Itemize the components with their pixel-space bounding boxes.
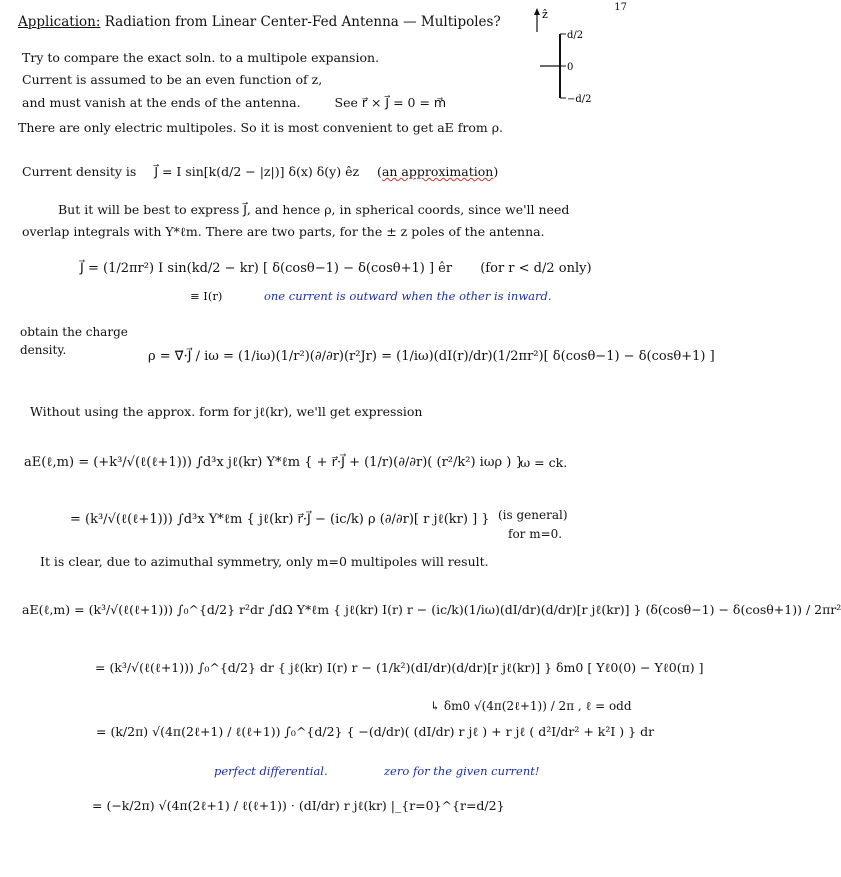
mid-label: 0	[567, 62, 574, 73]
approximation-note: (an approximation)	[377, 164, 499, 179]
title-line	[18, 16, 501, 30]
text-line-3a: and must vanish at the ends of the antenna.	[22, 95, 301, 110]
current-density-line	[22, 166, 498, 179]
charge-label-2: density.	[20, 343, 67, 357]
charge-label-1: obtain the charge	[20, 325, 128, 339]
omega-relation: ω = ck.	[520, 455, 568, 470]
ae-eq-4: = (k³/√(ℓ(ℓ+1))) ∫₀^{d/2} dr { jℓ(kr) I(r) r − (1/k²)(dI/dr)(d/dr)[r jℓ(kr)] } δm0 [ Yℓ0(0) − Yℓ0(π) ]	[95, 660, 704, 675]
text-line-8: It is clear, due to azimuthal symmetry, only m=0 multipoles will result.	[40, 554, 489, 569]
ae-eq-3: aE(ℓ,m) = (k³/√(ℓ(ℓ+1))) ∫₀^{d/2} r²dr ∫dΩ Y*ℓm { jℓ(kr) I(r) r − (ic/k)(1/iω)(dI/dr)(d/dr)[r jℓ(kr)] } (δ(cosθ−1) − δ(cosθ+1)) / 2πr²	[22, 602, 841, 617]
approximation-word: an approximation	[381, 164, 494, 179]
text-line-3b: See r⃗ × J⃗ = 0 = m⃗	[334, 95, 447, 110]
current-density-eq: J⃗ = I sin[k(d/2 − |z|)] δ(x) δ(y) êz	[154, 164, 360, 179]
text-line-3	[22, 97, 446, 110]
ae-eq-5: = (k/2π) √(4π(2ℓ+1) / ℓ(ℓ+1)) ∫₀^{d/2} { −(d/dr)( (dI/dr) r jℓ ) + r jℓ ( d²I/dr² + k²I ) } dr	[96, 724, 655, 739]
j-vector-eq-line	[80, 262, 592, 275]
current-density-label: Current density is	[22, 164, 137, 179]
rho-eq: ρ = ∇⃗·J⃗ / iω = (1/iω)(1/r²)(∂/∂r)(r²Jr) = (1/iω)(dI(r)/dr)(1/2πr²)[ δ(cosθ−1) − δ(cosθ+1) ]	[148, 349, 715, 364]
text-line-7: Without using the approx. form for jℓ(kr), we'll get expression	[30, 404, 423, 419]
m0-note: for m=0.	[508, 527, 563, 541]
page-number: 17	[614, 2, 627, 13]
ae-eq-1: aE(ℓ,m) = (+k³/√(ℓ(ℓ+1))) ∫d³x jℓ(kr) Y*ℓm { + r⃗·J⃗ + (1/r)(∂/∂r)( (r²/k²) iωρ ) }	[24, 455, 524, 470]
current-direction-note: one current is outward when the other is inward.	[263, 289, 552, 303]
title-subject: Radiation from Linear Center-Fed Antenna — Multipoles?	[104, 14, 501, 30]
top-label: d/2	[567, 30, 584, 41]
title-heading: Application:	[18, 14, 101, 30]
text-line-5: But it will be best to express J⃗, and hence ρ, in spherical coords, since we'll need	[58, 202, 570, 217]
bottom-label: −d/2	[567, 94, 592, 105]
j-vector-condition: (for r < d/2 only)	[480, 261, 592, 276]
ae-eq-2: = (k³/√(ℓ(ℓ+1))) ∫d³x Y*ℓm { jℓ(kr) r⃗·J⃗ − (ic/k) ρ (∂/∂r)[ r jℓ(kr) ] }	[70, 512, 490, 527]
i-of-r-def: ≡ I(r)	[190, 289, 223, 303]
perfect-differential-note: perfect differential.	[214, 764, 328, 778]
text-line-1: Try to compare the exact soln. to a multipole expansion.	[22, 50, 380, 65]
text-line-2: Current is assumed to be an even function of z,	[22, 72, 323, 87]
j-vector-eq: J⃗ = (1/2πr²) I sin(kd/2 − kr) [ δ(cosθ−1) − δ(cosθ+1) ] êr	[80, 261, 453, 276]
antenna-diagram	[522, 4, 592, 109]
zero-current-note: zero for the given current!	[384, 764, 540, 778]
axis-z-label: ẑ	[542, 8, 548, 21]
i-of-r-line	[190, 291, 552, 303]
ae-eq-6: = (−k/2π) √(4π(2ℓ+1) / ℓ(ℓ+1)) · (dI/dr) r jℓ(kr) |_{r=0}^{r=d/2}	[92, 798, 505, 813]
text-line-4: There are only electric multipoles. So it is most convenient to get aE from ρ.	[18, 120, 504, 135]
general-note: (is general)	[498, 508, 568, 522]
text-line-6: overlap integrals with Y*ℓm. There are two parts, for the ± z poles of the antenna.	[22, 224, 545, 239]
delta-eq: ↳ δm0 √(4π(2ℓ+1)) / 2π , ℓ = odd	[430, 699, 632, 713]
